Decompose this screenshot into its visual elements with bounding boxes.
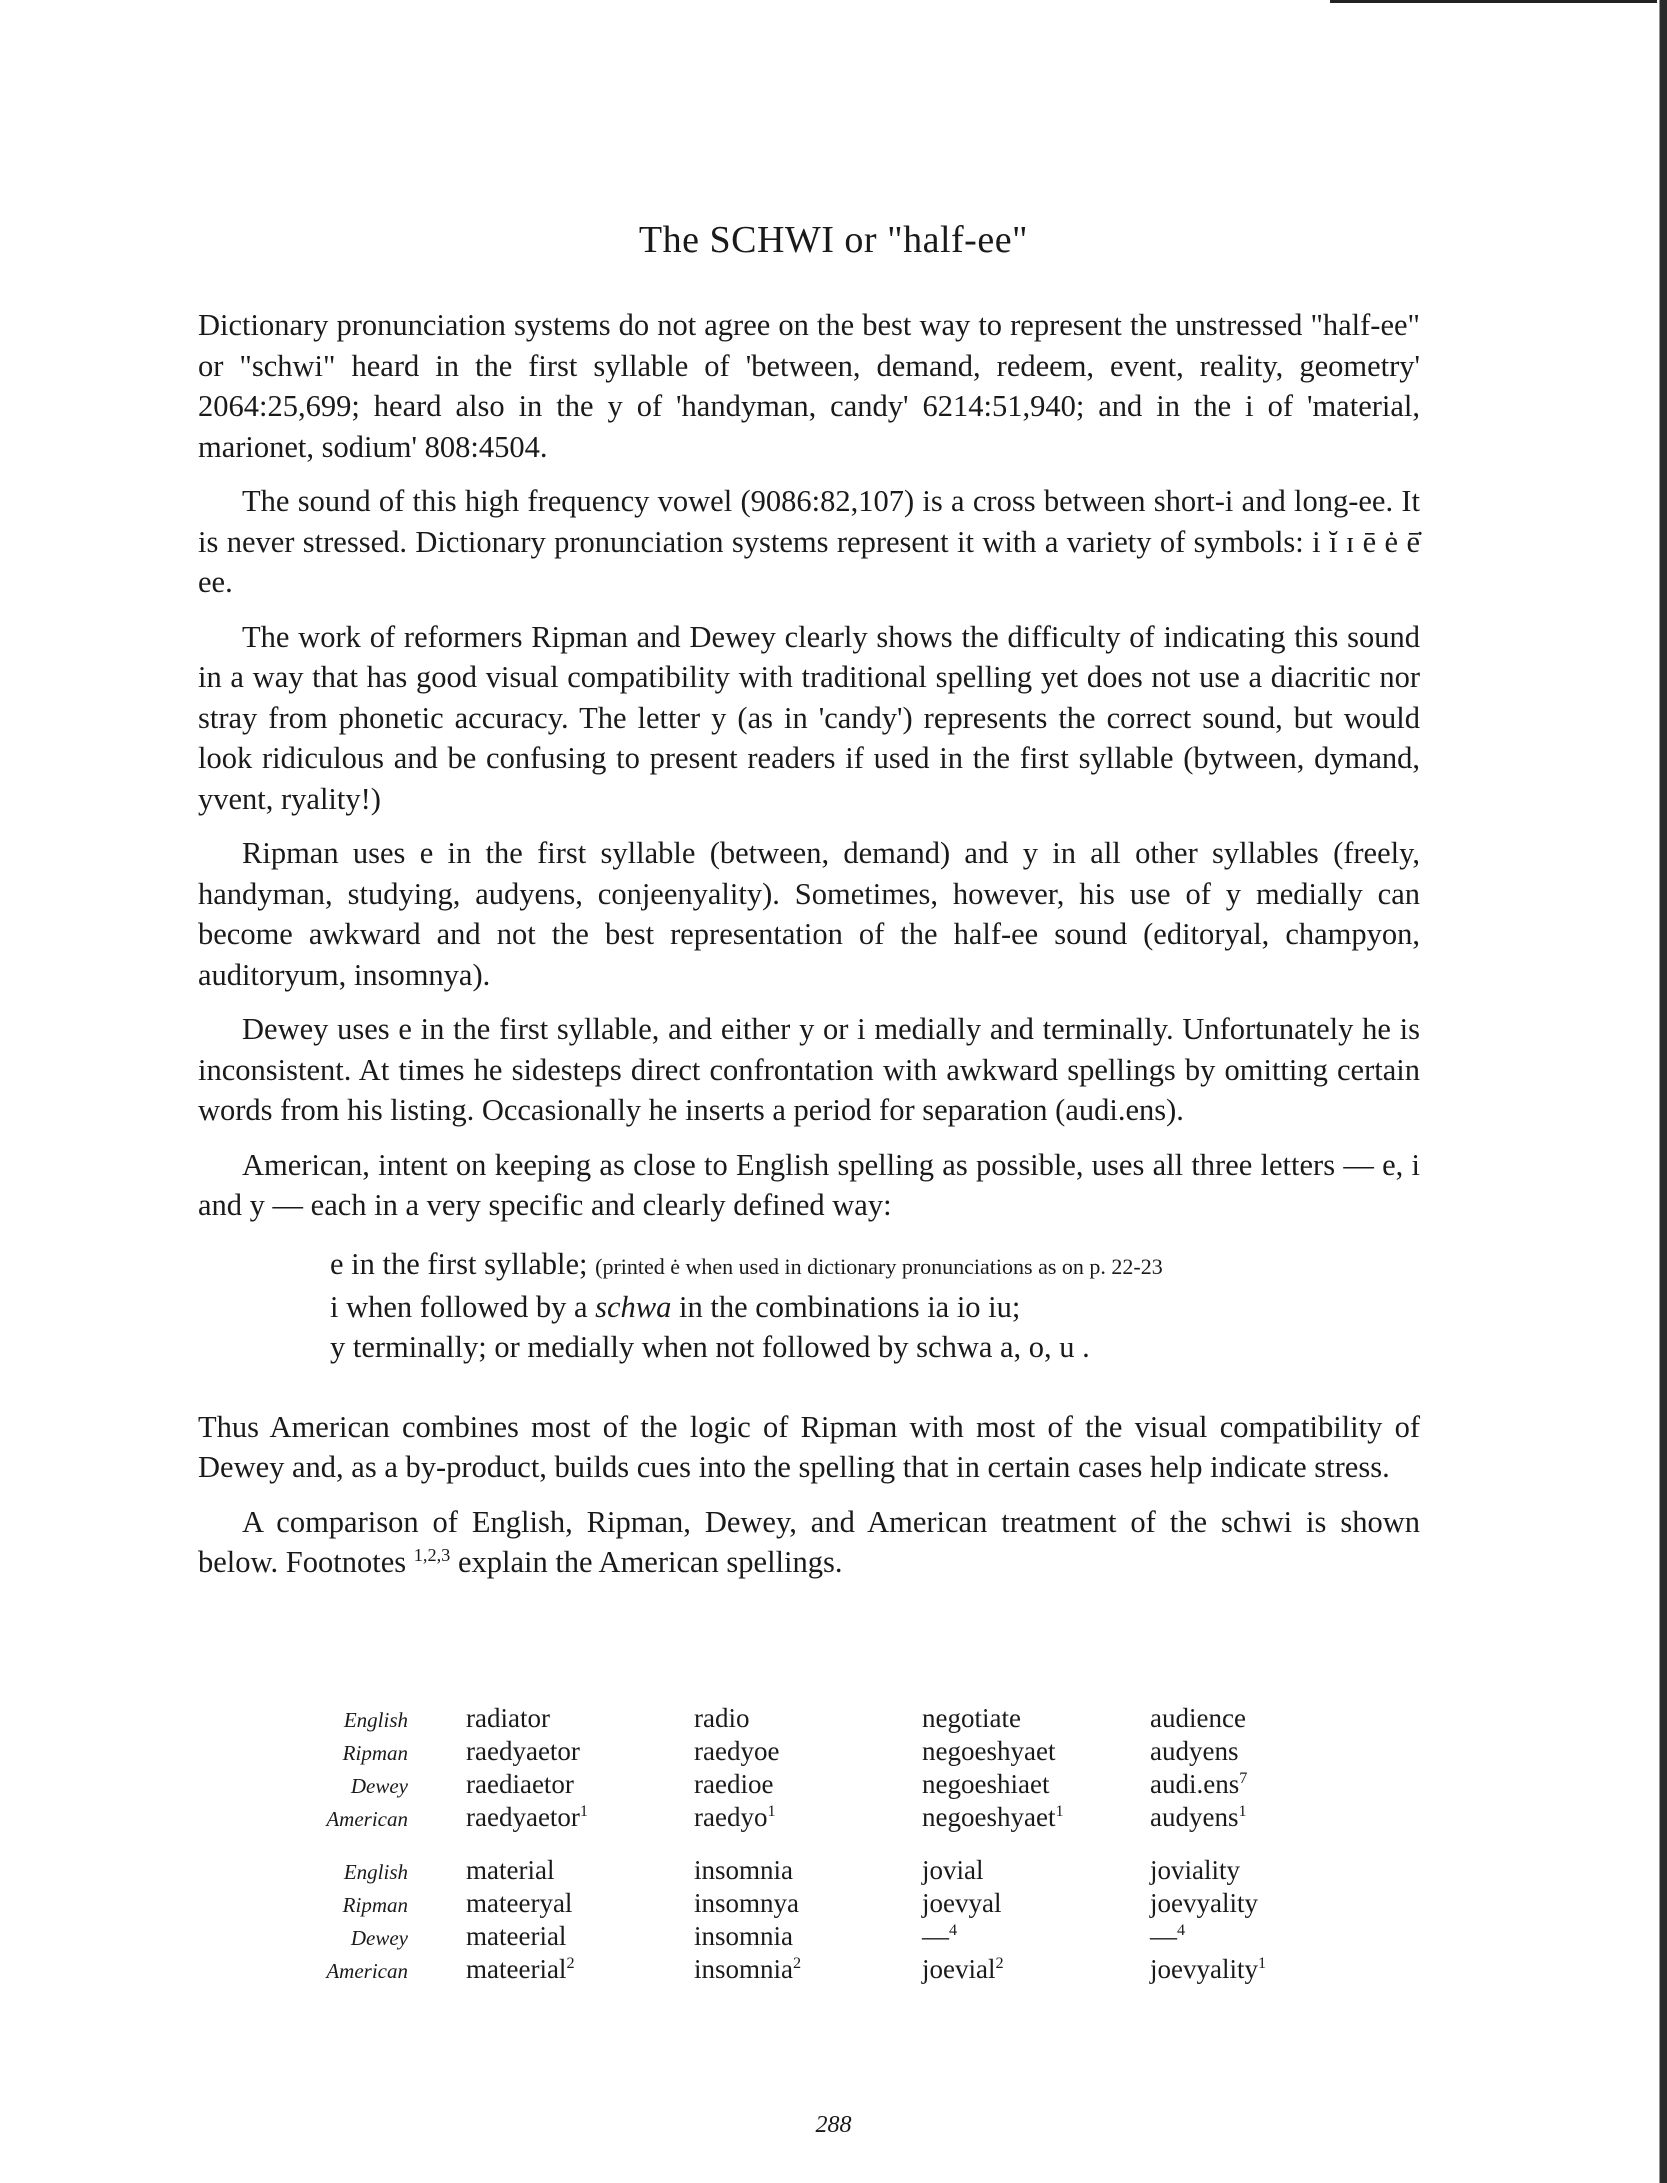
paragraph-5: Dewey uses e in the first syllable, and either y or i medially and terminally. Unfortunately he is inconsistent. At times he sidesteps direct confrontation with awkward spellings by omitting certain words from his listing. Occasionally he inserts a period for separation (audi.ens). [198, 1012, 1420, 1127]
comparison-table [268, 1703, 1378, 1987]
language-label: American [326, 1959, 408, 1983]
paragraph-8 [198, 1502, 1420, 1583]
footnote-marker: 1 [579, 1802, 589, 1820]
table-row [268, 1802, 1378, 1835]
word: joevyality [1150, 1954, 1258, 1984]
word: insomnia [694, 1921, 793, 1951]
paragraph-1: Dictionary pronunciation systems do not agree on the best way to represent the unstressed "half-ee" or "schwi" heard in the first syllable of 'between, demand, redeem, event, reality, geometry' 2064:25,699; heard also in the y of 'handyman, candy' 6214:51,940; and in the i of 'material, marionet, sodium' 808:4504. [198, 308, 1420, 464]
word-cell [466, 1954, 694, 1987]
word-cell [694, 1954, 922, 1987]
word: jovial [922, 1855, 984, 1885]
footnote-marker: 4 [1177, 1921, 1186, 1939]
language-label: Dewey [350, 1926, 408, 1950]
language-label: American [326, 1807, 408, 1831]
word: mateerial [466, 1954, 567, 1984]
word: material [466, 1855, 555, 1885]
table-row [268, 1954, 1378, 1987]
word: insomnia [694, 1954, 793, 1984]
word: mateeryal [466, 1888, 573, 1918]
word: raedyaetor [466, 1802, 580, 1832]
word: radiator [466, 1703, 550, 1733]
language-label: English [343, 1860, 408, 1884]
rule-y: y terminally; or medially when not followed by schwa a, o, u . [330, 1329, 1090, 1364]
word: negoeshiaet [922, 1769, 1050, 1799]
paragraph-4: Ripman uses e in the first syllable (between, demand) and y in all other syllables (freely, handyman, studying, audyens, conjeenyality). Sometimes, however, his use of y medially can become awkward and not the best representation of the half-ee sound (editoryal, champyon, auditoryum, insomnya). [198, 836, 1420, 992]
page-title: The SCHWI or "half-ee" [638, 219, 1029, 261]
word-cell [694, 1888, 922, 1921]
word-cell [466, 1736, 694, 1769]
word-cell [694, 1736, 922, 1769]
word: joevyality [1150, 1888, 1258, 1918]
word: joviality [1150, 1855, 1240, 1885]
paragraph-8-text-b: explain the American spellings. [450, 1545, 843, 1579]
word: negoeshyaet [922, 1802, 1056, 1832]
word: radio [694, 1703, 750, 1733]
word: insomnya [694, 1888, 799, 1918]
paragraph-3: The work of reformers Ripman and Dewey clearly shows the difficulty of indicating this sound in a way that has good visual compatibility with traditional spelling yet does not use a diacritic nor stray from phonetic accuracy. The letter y (as in 'candy') represents the correct sound, but would look ridiculous and be confusing to present readers if used in the first syllable (bytween, dymand, yvent, ryality!) [198, 619, 1420, 816]
word: mateerial [466, 1921, 567, 1951]
word-cell [466, 1769, 694, 1802]
word: raedyaetor [466, 1736, 580, 1766]
word: audience [1150, 1703, 1246, 1733]
word: negoeshyaet [922, 1736, 1056, 1766]
word: audyens [1150, 1736, 1239, 1766]
word-cell [466, 1921, 694, 1954]
table-row [268, 1921, 1378, 1954]
word-cell [922, 1703, 1150, 1736]
word-cell [922, 1888, 1150, 1921]
table-row [268, 1703, 1378, 1736]
footnote-marker: 1 [767, 1802, 776, 1820]
word-cell [466, 1888, 694, 1921]
footnote-marker: 1 [1257, 1954, 1267, 1972]
footnote-marker: 1 [1055, 1802, 1064, 1820]
word-cell [466, 1802, 694, 1835]
word-cell [694, 1855, 922, 1888]
language-label: Ripman [342, 1741, 408, 1765]
word-cell [466, 1855, 694, 1888]
word: negotiate [922, 1703, 1021, 1733]
footnote-marker: 7 [1239, 1769, 1248, 1787]
group-spacer [268, 1835, 1378, 1855]
footnote-marker: 2 [995, 1954, 1004, 1972]
rule-i [330, 1287, 1420, 1327]
table-row [268, 1769, 1378, 1802]
rule-e-text: e in the first syllable; [330, 1246, 588, 1281]
rule-e-note: (printed ė when used in dictionary pronunciations as on p. 22-23 [595, 1253, 1163, 1279]
paragraph-7: Thus American combines most of the logic of Ripman with most of the visual compatibility of Dewey and, as a by-product, builds cues into the spelling that in certain cases help indicate stress. [198, 1409, 1420, 1484]
word-cell [1150, 1888, 1378, 1921]
scan-edge [1657, 0, 1667, 2183]
word-cell [694, 1703, 922, 1736]
word: insomnia [694, 1855, 793, 1885]
word-cell [922, 1921, 1150, 1954]
word: joevyal [922, 1888, 1002, 1918]
word: raedyoe [694, 1736, 780, 1766]
rule-i-schwa: schwa [595, 1289, 672, 1324]
word-cell [1150, 1802, 1378, 1835]
word: audi.ens [1150, 1769, 1240, 1799]
word: audyens [1150, 1802, 1239, 1832]
word-cell [1150, 1703, 1378, 1736]
word: raedioe [694, 1769, 774, 1799]
top-rule [1330, 0, 1667, 3]
word-cell [694, 1921, 922, 1954]
comparison-table-body [268, 1703, 1378, 1987]
paragraph-2: The sound of this high frequency vowel (9086:82,107) is a cross between short-i and long-ee. It is never stressed. Dictionary pronunciation systems represent it with a variety of symbols: i ĭ ɪ ē ė ē̇ ee. [198, 484, 1420, 599]
word-cell [922, 1855, 1150, 1888]
word-cell [1150, 1954, 1378, 1987]
word: — [1150, 1921, 1177, 1951]
word-cell [1150, 1736, 1378, 1769]
footnote-marker: 4 [949, 1921, 958, 1939]
footnote-marker: 2 [566, 1954, 575, 1972]
footnote-marker: 2 [793, 1954, 802, 1972]
page-number: 288 [815, 2112, 852, 2138]
word-cell [922, 1802, 1150, 1835]
table-row [268, 1736, 1378, 1769]
body-text [198, 305, 1420, 1597]
word-cell [1150, 1855, 1378, 1888]
word-cell [466, 1703, 694, 1736]
footnote-marker: 1 [1238, 1802, 1247, 1820]
language-label: Ripman [342, 1893, 408, 1917]
word: raedyo [694, 1802, 768, 1832]
paragraph-8-text-a: A comparison of English, Ripman, Dewey, and American treatment of the schwi is shown below. Footnotes [198, 1504, 1420, 1579]
table-row [268, 1855, 1378, 1888]
word: raediaetor [466, 1769, 574, 1799]
paragraph-6: American, intent on keeping as close to English spelling as possible, uses all three letters — e, i and y — each in a very specific and clearly defined way: [198, 1147, 1420, 1222]
language-label: English [343, 1708, 408, 1732]
word: — [922, 1921, 949, 1951]
word-cell [694, 1769, 922, 1802]
word-cell [1150, 1769, 1378, 1802]
language-label: Dewey [350, 1774, 408, 1798]
rule-e [330, 1244, 1420, 1287]
word-cell [922, 1954, 1150, 1987]
table-row [268, 1888, 1378, 1921]
word-cell [694, 1802, 922, 1835]
rule-i-text-a: i when followed by a [330, 1289, 596, 1324]
word-cell [922, 1736, 1150, 1769]
word-cell [922, 1769, 1150, 1802]
word-cell [1150, 1921, 1378, 1954]
footnote-refs: 1,2,3 [413, 1544, 451, 1565]
word: joevial [922, 1954, 996, 1984]
rule-i-text-b: in the combinations ia io iu; [671, 1289, 1021, 1324]
spelling-rules [330, 1244, 1420, 1367]
